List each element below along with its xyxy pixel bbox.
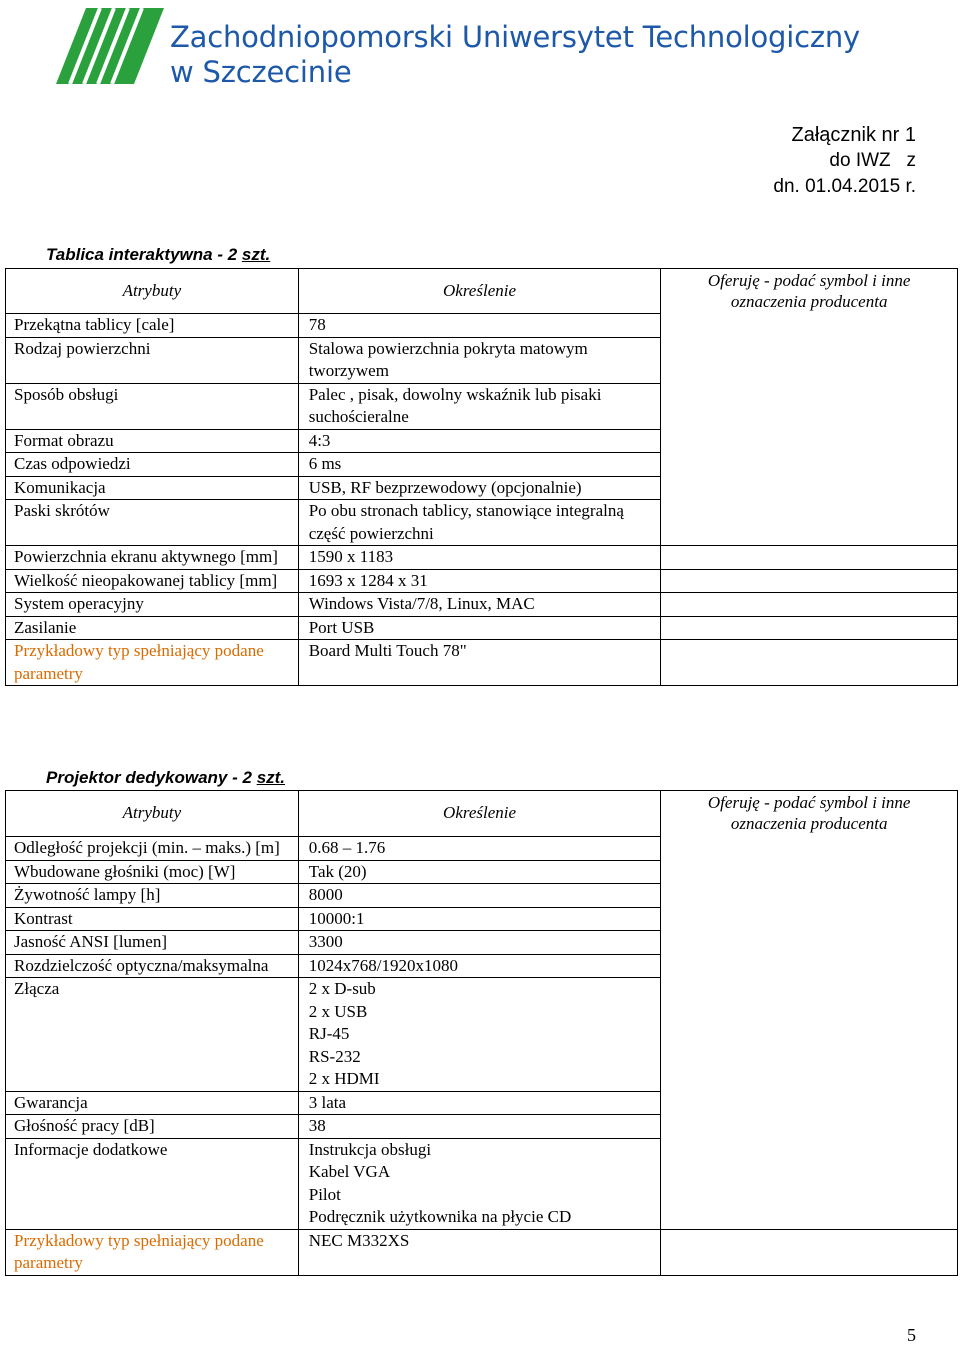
example-type-value: Board Multi Touch 78" <box>298 640 661 686</box>
offer-cell[interactable] <box>661 1138 958 1229</box>
header-offer-line1: Oferuję - podać symbol i inne <box>707 271 911 290</box>
attribute-cell: Informacje dodatkowe <box>6 1138 299 1229</box>
annex-number: Załącznik nr 1 <box>791 124 916 146</box>
projector-table <box>5 790 958 1276</box>
value-cell: USB, RF bezprzewodowy (opcjonalnie) <box>298 476 661 500</box>
value-line: Podręcznik użytkownika na płycie CD <box>308 1207 572 1226</box>
value-cell <box>298 978 661 1092</box>
value-line: Pilot <box>308 1184 341 1204</box>
value-cell: 0.68 – 1.76 <box>298 837 661 861</box>
header-offer <box>661 269 958 314</box>
attribute-cell: Złącza <box>6 978 299 1092</box>
interactive-whiteboard-table <box>5 268 958 686</box>
table-header-row <box>6 269 958 314</box>
table-row <box>6 1138 958 1229</box>
table-row <box>6 860 958 884</box>
table-row <box>6 1229 958 1275</box>
value-cell: 38 <box>298 1115 661 1139</box>
table-row <box>6 1115 958 1139</box>
offer-cell[interactable] <box>661 337 958 383</box>
offer-cell[interactable] <box>661 500 958 546</box>
offer-cell[interactable] <box>661 640 958 686</box>
offer-cell[interactable] <box>661 931 958 955</box>
attribute-cell: Wbudowane głośniki (moc) [W] <box>6 860 299 884</box>
attribute-cell: Jasność ANSI [lumen] <box>6 931 299 955</box>
attribute-cell: System operacyjny <box>6 593 299 617</box>
attribute-cell: Głośność pracy [dB] <box>6 1115 299 1139</box>
annex-info <box>773 122 916 200</box>
value-cell: 4:3 <box>298 429 661 453</box>
example-type-label: Przykładowy typ spełniający podane parametry <box>6 1229 299 1275</box>
table-row <box>6 383 958 429</box>
offer-cell[interactable] <box>661 383 958 429</box>
offer-cell[interactable] <box>661 884 958 908</box>
university-logo <box>56 4 180 88</box>
offer-cell[interactable] <box>661 569 958 593</box>
offer-cell[interactable] <box>661 546 958 570</box>
value-cell: 3 lata <box>298 1091 661 1115</box>
table-row <box>6 593 958 617</box>
value-cell: 8000 <box>298 884 661 908</box>
table-row <box>6 314 958 338</box>
table-row <box>6 337 958 383</box>
value-line: 2 x D-sub <box>308 979 376 998</box>
value-cell: 10000:1 <box>298 907 661 931</box>
offer-cell[interactable] <box>661 429 958 453</box>
attribute-cell: Kontrast <box>6 907 299 931</box>
attribute-cell: Czas odpowiedzi <box>6 453 299 477</box>
header-offer-line1: Oferuję - podać symbol i inne <box>707 793 911 812</box>
table-row <box>6 931 958 955</box>
offer-cell[interactable] <box>661 837 958 861</box>
section1-title-text: Tablica interaktywna - 2 <box>46 245 242 264</box>
value-line: 2 x USB <box>308 1001 368 1021</box>
attribute-cell: Komunikacja <box>6 476 299 500</box>
annex-reference: do IWZ z <box>829 150 916 171</box>
value-cell: Palec , pisak, dowolny wskaźnik lub pisaki suchościeralne <box>298 383 661 429</box>
offer-cell[interactable] <box>661 978 958 1092</box>
attribute-cell: Przekątna tablicy [cale] <box>6 314 299 338</box>
offer-cell[interactable] <box>661 1091 958 1115</box>
attribute-cell: Zasilanie <box>6 616 299 640</box>
section2-title-unit: szt. <box>256 768 286 787</box>
value-cell: 3300 <box>298 931 661 955</box>
offer-cell[interactable] <box>661 907 958 931</box>
value-cell: 6 ms <box>298 453 661 477</box>
table-row <box>6 907 958 931</box>
value-cell: 1590 x 1183 <box>298 546 661 570</box>
value-cell: 1693 x 1284 x 31 <box>298 569 661 593</box>
example-type-value: NEC M332XS <box>298 1229 661 1275</box>
offer-cell[interactable] <box>661 453 958 477</box>
attribute-cell: Sposób obsługi <box>6 383 299 429</box>
annex-date: dn. 01.04.2015 r. <box>773 176 916 197</box>
header-definition: Określenie <box>298 791 661 837</box>
header-definition: Określenie <box>298 269 661 314</box>
value-cell: 78 <box>298 314 661 338</box>
value-line: Kabel VGA <box>308 1162 391 1181</box>
value-line: RJ-45 <box>308 1024 350 1043</box>
value-cell: Stalowa powierzchnia pokryta matowym tworzywem <box>298 337 661 383</box>
table-row <box>6 569 958 593</box>
table-row <box>6 954 958 978</box>
table-row <box>6 616 958 640</box>
table-row <box>6 837 958 861</box>
table-row <box>6 978 958 1092</box>
table-row <box>6 476 958 500</box>
attribute-cell: Gwarancja <box>6 1091 299 1115</box>
table-row <box>6 1091 958 1115</box>
header-offer <box>661 791 958 837</box>
header-offer-line2: oznaczenia producenta <box>730 292 888 311</box>
offer-cell[interactable] <box>661 314 958 338</box>
header-attributes: Atrybuty <box>6 269 299 314</box>
table-row <box>6 453 958 477</box>
table-row <box>6 546 958 570</box>
attribute-cell: Odległość projekcji (min. – maks.) [m] <box>6 837 299 861</box>
offer-cell[interactable] <box>661 954 958 978</box>
section2-title-text: Projektor dedykowany - 2 <box>46 768 257 787</box>
attribute-cell: Paski skrótów <box>6 500 299 546</box>
example-type-label: Przykładowy typ spełniający podane parametry <box>6 640 299 686</box>
attribute-cell: Format obrazu <box>6 429 299 453</box>
value-cell <box>298 1138 661 1229</box>
value-line: Instrukcja obsługi <box>308 1139 432 1159</box>
value-line: RS-232 <box>308 1046 361 1066</box>
table-row <box>6 429 958 453</box>
university-name-line1: Zachodniopomorski Uniwersytet Technologiczny <box>170 20 861 54</box>
table-header-row <box>6 791 958 837</box>
table-row <box>6 500 958 546</box>
offer-cell[interactable] <box>661 476 958 500</box>
table-row <box>6 884 958 908</box>
table-row <box>6 640 958 686</box>
value-cell: Port USB <box>298 616 661 640</box>
offer-cell[interactable] <box>661 860 958 884</box>
header-offer-line2: oznaczenia producenta <box>730 814 888 833</box>
value-cell: Windows Vista/7/8, Linux, MAC <box>298 593 661 617</box>
section1-title-unit: szt. <box>241 245 271 264</box>
university-name-line2: w Szczecinie <box>170 55 352 89</box>
university-name <box>170 20 860 90</box>
attribute-cell: Rodzaj powierzchni <box>6 337 299 383</box>
page-number: 5 <box>907 1325 916 1345</box>
attribute-cell: Rozdzielczość optyczna/maksymalna <box>6 954 299 978</box>
offer-cell[interactable] <box>661 1115 958 1139</box>
offer-cell[interactable] <box>661 593 958 617</box>
attribute-cell: Żywotność lampy [h] <box>6 884 299 908</box>
value-cell: Tak (20) <box>298 860 661 884</box>
section2-title <box>46 768 285 788</box>
value-line: 2 x HDMI <box>308 1069 380 1088</box>
value-cell: Po obu stronach tablicy, stanowiące integralną część powierzchni <box>298 500 661 546</box>
value-cell: 1024x768/1920x1080 <box>298 954 661 978</box>
offer-cell[interactable] <box>661 616 958 640</box>
section1-title <box>46 245 270 265</box>
offer-cell[interactable] <box>661 1229 958 1275</box>
attribute-cell: Powierzchnia ekranu aktywnego [mm] <box>6 546 299 570</box>
attribute-cell: Wielkość nieopakowanej tablicy [mm] <box>6 569 299 593</box>
header-attributes: Atrybuty <box>6 791 299 837</box>
